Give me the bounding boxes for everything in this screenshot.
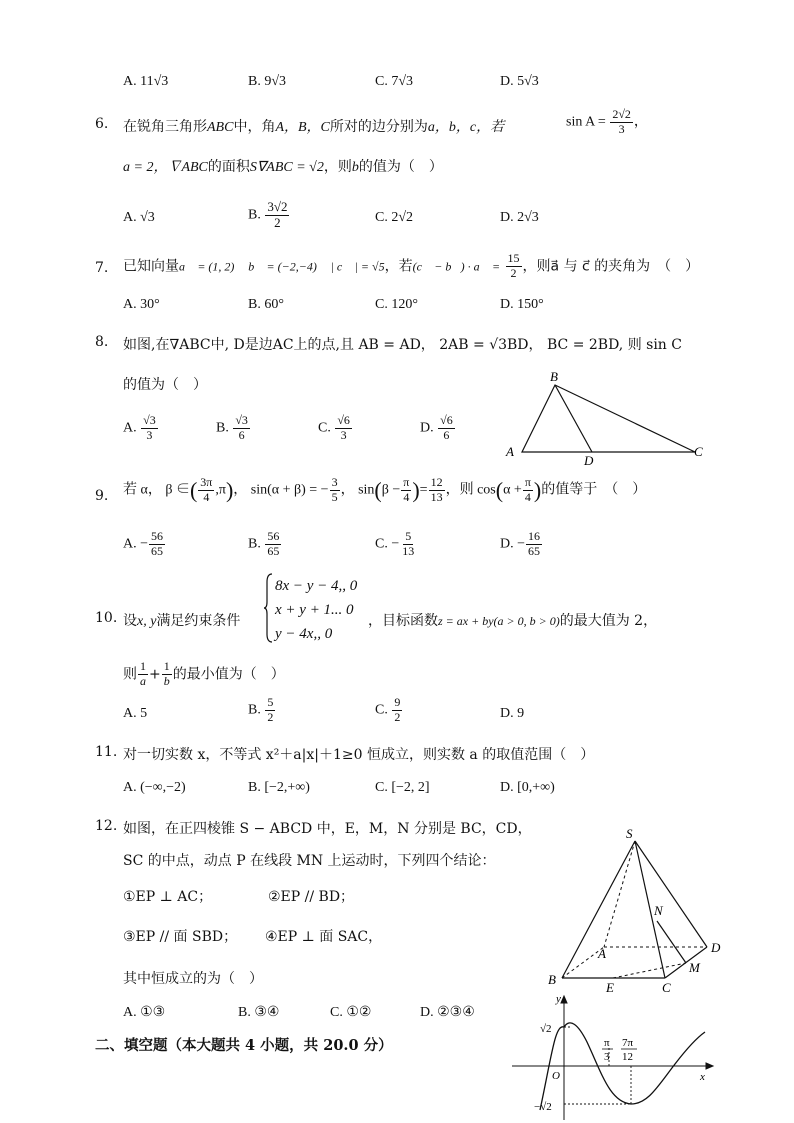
q8-label-b: B: [550, 369, 558, 384]
q8-line1: 如图,在∇ABC中, D是边AC上的点,且 AB = AD， 2AB = √3BD， BC = 2BD, 则 sin C: [123, 337, 682, 353]
q7-option-d: D. 150°: [500, 297, 544, 312]
q8-label-c: C: [694, 444, 703, 459]
q10-brace: [264, 572, 274, 644]
q12-label-n: N: [654, 903, 663, 918]
q7-number: 7.: [95, 260, 109, 276]
q8-option-b: B. $\frac{√3}{6}$: [216, 413, 248, 442]
q5-option-a: A. 11√3: [123, 74, 169, 89]
q8-option-d: D. $\frac{√6}{6}$: [420, 413, 453, 442]
q12-label-c: C: [662, 980, 671, 995]
q11-option-c: C. [−2, 2]: [375, 780, 430, 795]
q12-line2: SC 的中点，动点 P 在线段 MN 上运动时，下列四个结论：: [123, 853, 496, 869]
graph-pi3-den: 3: [604, 1051, 610, 1063]
q10-option-d: D. 9: [500, 706, 525, 721]
q12-conclusion-1: ①EP ⊥ AC；: [123, 889, 213, 905]
graph-sqrt2-label: √2: [540, 1023, 552, 1035]
q7-option-a: A. 30°: [123, 297, 160, 312]
graph-pi712-num: 7π: [622, 1037, 634, 1049]
q9-option-d: D. − $\frac{16}{65}$: [500, 529, 541, 558]
sine-graph-figure: [510, 994, 715, 1123]
graph-pi3-num: π: [604, 1037, 610, 1049]
q6-line2: a = 2，∇ABC的面积S∇ABC = √2，则b的值为（ ）: [123, 159, 443, 175]
graph-origin-label: O: [552, 1070, 560, 1082]
q7-option-c: C. 120°: [375, 297, 418, 312]
q10-objective: ，目标函数z = ax + by(a > 0, b > 0)的最大值为 2，: [368, 613, 658, 629]
q6-number: 6.: [95, 116, 109, 132]
q10-intro: 设x, y满足约束条件: [123, 613, 241, 629]
q12-option-a: A. ①③: [123, 1005, 166, 1020]
q6-option-a: A. √3: [123, 210, 155, 225]
q8-option-a: A. $\frac{√3}{3}$: [123, 413, 156, 442]
q8-label-a: A: [506, 444, 514, 459]
q12-pyramid-figure: [540, 826, 740, 998]
q10-line2: 则 $\frac{1}{a}$ + $\frac{1}{b}$ 的最小值为（ ）: [123, 659, 285, 688]
q7-option-b: B. 60°: [248, 297, 284, 312]
q8-line2: 的值为（ ）: [123, 377, 207, 393]
graph-y-label: y: [556, 994, 561, 1005]
q12-number: 12.: [95, 818, 118, 834]
q9-option-a: A. − $\frac{56}{65}$: [123, 529, 164, 558]
q12-label-s: S: [626, 826, 633, 841]
q10-option-a: A. 5: [123, 706, 148, 721]
q12-conclusion-2: ②EP // BD；: [268, 889, 355, 905]
q6-option-c: C. 2√2: [375, 210, 414, 225]
q5-option-d: D. 5√3: [500, 74, 539, 89]
q10-number: 10.: [95, 610, 118, 626]
q10-option-c: C. $\frac{9}{2}$: [375, 695, 401, 724]
q10-option-b: B. $\frac{5}{2}$: [248, 695, 274, 724]
q8-triangle-figure: [500, 368, 715, 468]
q10-constraints: 8x − y − 4,, 0 x + y + 1... 0 y − 4x,, 0: [275, 578, 358, 642]
q6-sinA: sin A = $\frac{2√2}{3}$ ，: [566, 107, 648, 136]
q12-conclusion-4: ④EP ⊥ 面 SAC，: [265, 929, 383, 945]
q11-number: 11.: [95, 744, 118, 760]
q5-option-c: C. 7√3: [375, 74, 414, 89]
q9-option-b: B. $\frac{56}{65}$: [248, 529, 280, 558]
q8-number: 8.: [95, 334, 109, 350]
q9-line: 若 α， β ∈( $\frac{3\pi}{4}$ ,π)， sin(α + β) = − $\frac{3}{5}$ ， sin(β − $\frac{\pi}{4}$ )= $\frac{12}{13}$ ，则 cos(α + $\frac{\pi}{4}$ )的值等于 （ ）: [123, 475, 647, 504]
graph-pi712-den: 12: [622, 1051, 633, 1063]
q9-number: 9.: [95, 488, 109, 504]
q11-option-a: A. (−∞,−2): [123, 780, 186, 795]
q5-option-b: B. 9√3: [248, 74, 287, 89]
q6-line1: 在锐角三角形ABC中，角A，B，C所对的边分别为a，b，c，若: [123, 119, 505, 135]
q11-text: 对一切实数 x，不等式 x²＋a|x|＋1≥0 恒成立，则实数 a 的取值范围（ ）: [123, 747, 595, 763]
q6-option-b: B. $\frac{3√2}{2}$: [248, 199, 288, 230]
q12-option-b: B. ③④: [238, 1005, 280, 1020]
q12-label-e: E: [606, 980, 614, 995]
q12-label-b: B: [548, 972, 556, 987]
q12-label-m: M: [689, 960, 700, 975]
graph-x-label: x: [700, 1071, 705, 1083]
q12-line5: 其中恒成立的为（ ）: [123, 971, 263, 987]
q6-option-d: D. 2√3: [500, 210, 539, 225]
q12-line1: 如图，在正四棱锥 S − ABCD 中，E，M，N 分别是 BC，CD，: [123, 821, 532, 837]
q12-option-d: D. ②③④: [420, 1005, 475, 1020]
q12-label-d: D: [711, 940, 721, 955]
q11-option-d: D. [0,+∞): [500, 780, 555, 795]
q12-conclusion-3: ③EP // 面 SBD；: [123, 929, 238, 945]
section-2-title: 二、填空题（本大题共 4 小题，共 20.0 分）: [95, 1037, 393, 1054]
q9-option-c: C. − $\frac{5}{13}$: [375, 529, 415, 558]
q7-line: 已知向量a⃗ = (1, 2)， b⃗ = (−2,−4)， | c⃗ | = √5，若(c⃗ − b⃗) · a⃗ = $\frac{15}{2}$ ，则a⃗ 与 c⃗ 的夹角为 （ ）: [123, 251, 700, 280]
graph-neg-sqrt2-label: −√2: [534, 1101, 552, 1113]
q12-option-c: C. ①②: [330, 1005, 372, 1020]
q8-option-c: C. $\frac{√6}{3}$: [318, 413, 350, 442]
q8-label-d: D: [584, 453, 594, 468]
q12-label-a: A: [598, 946, 606, 961]
q11-option-b: B. [−2,+∞): [248, 780, 310, 795]
